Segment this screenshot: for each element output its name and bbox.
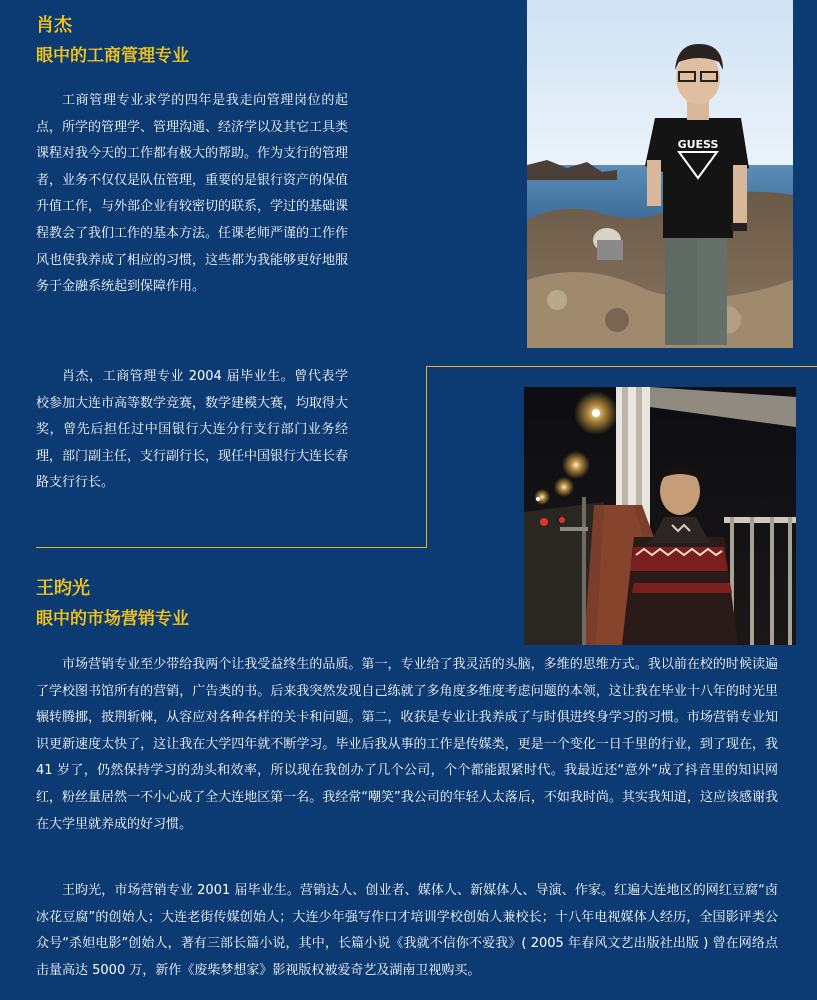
profile1-paragraph1: 工商管理专业求学的四年是我走向管理岗位的起点，所学的管理学、管理沟通、经济学以及其它工具类课程对我今天的工作都有极大的帮助。作为支行的管理者，业务不仅仅是队伍管理，重要的是银行资产的保值升值工作，与外部企业有较密切的联系，学过的基础课程教会了我们工作的基本方法。任课老师严谨的工作作风也使我养成了相应的习惯，这些都为我能够更好地服务于金融系统起到保障作用。 bbox=[36, 93, 349, 295]
profile2-paragraph2: 王昀光，市场营销专业 2001 届毕业生。营销达人、创业者、媒体人、新媒体人、导演、作家。红遍大连地区的网红豆腐“卤冰花豆腐”的创始人；大连老街传媒创始人；大连少年强写作口才培训学校创始人兼校长；十八年电视媒体人经历，全国影评类公众号“杀妲电影”创始人，著有三部长篇小说，其中，长篇小说《我就不信你不爱我》( 2005 年春风文艺出版社出版 ) 曾在网络点击量高达 5000 万，新作《废柴梦想家》影视版权被爱奇艺及湖南卫视购买。 bbox=[36, 883, 778, 978]
divider-line-vertical bbox=[426, 366, 427, 547]
profile1-name: 肖杰 bbox=[36, 15, 72, 36]
profile2-paragraph1: 市场营销专业至少带给我两个让我受益终生的品质。第一，专业给了我灵活的头脑，多维的思维方式。我以前在校的时候读遍了学校图书馆所有的营销，广告类的书。后来我突然发现自己练就了多角度多维度考虑问题的本领，这让我在毕业十八年的时光里辗转腾挪，披荆斩棘，从容应对各种各样的关卡和问题。第二，收获是专业让我养成了与时俱进终身学习的习惯。市场营销专业知识更新速度太快了，这让我在大学四年就不断学习。毕业后我从事的工作是传媒类，更是一个变化一日千里的行业，到了现在，我 41 岁了，仍然保持学习的劲头和效率，所以现在我创办了几个公司，个个都能跟紧时代。我最近还“意外”成了抖音里的知识网红，粉丝量居然一不小心成了全大连地区第一名。我经常“嘲笑”我公司的年轻人太落后，不如我时尚。其实我知道，这应该感谢我在大学里就养成的好习惯。 bbox=[36, 657, 778, 832]
profile1-photo bbox=[527, 0, 793, 348]
divider-line-bottom bbox=[36, 547, 427, 548]
profile2-name: 王昀光 bbox=[36, 578, 90, 599]
profile2-photo bbox=[524, 387, 796, 645]
profile1-paragraph2: 肖杰，工商管理专业 2004 届毕业生。曾代表学校参加大连市高等数学竞赛，数学建模大赛，均取得大奖，曾先后担任过中国银行大连分行支行部门业务经理，部门副主任，支行副行长，现任中国银行大连长春路支行行长。 bbox=[36, 369, 349, 491]
profile2-subtitle: 眼中的市场营销专业 bbox=[36, 609, 189, 629]
profile1-subtitle: 眼中的工商管理专业 bbox=[36, 46, 189, 66]
divider-line-top bbox=[426, 366, 817, 367]
shirt-logo-text: GUESS bbox=[677, 138, 719, 151]
